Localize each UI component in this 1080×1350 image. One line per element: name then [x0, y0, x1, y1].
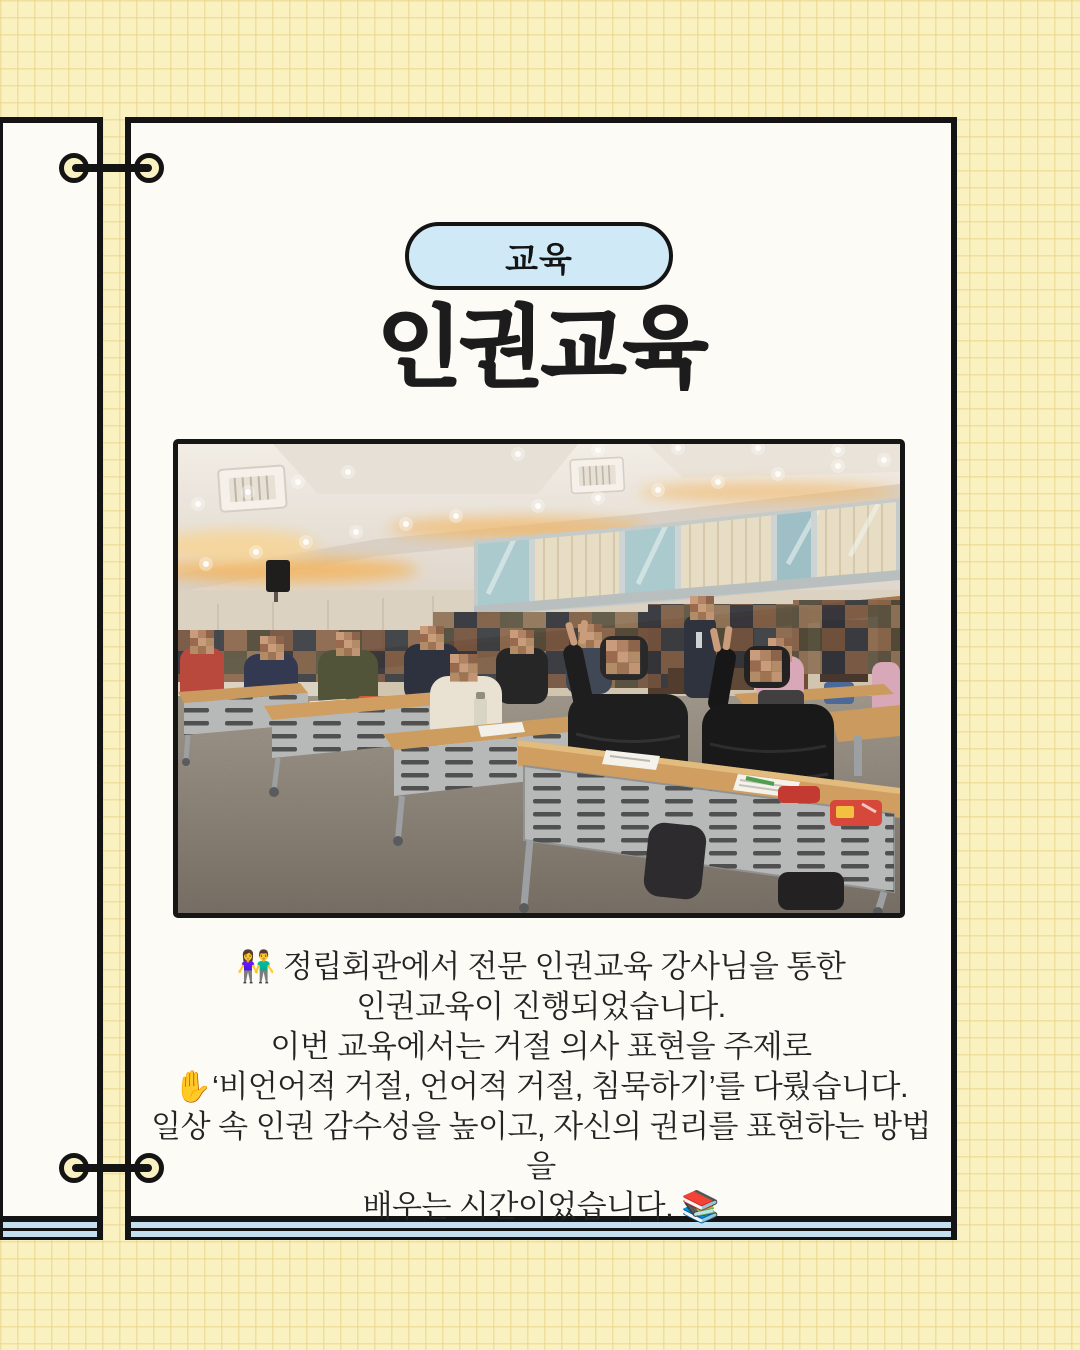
description-line: 배우는 시간이었습니다. 📚	[362, 1189, 720, 1224]
classroom-photo	[173, 439, 905, 918]
description-line: 👫 정립회관에서 전문 인권교육 강사님을 통한	[236, 949, 846, 984]
category-badge	[405, 222, 673, 290]
binder-bar-bottom	[72, 1164, 152, 1172]
description-line: 이번 교육에서는 거절 의사 표현을 주제로	[270, 1029, 812, 1064]
description-line: 일상 속 인권 감수성을 높이고, 자신의 권리를 표현하는 방법을	[151, 1109, 931, 1184]
binder-bar-top	[72, 164, 152, 172]
category-badge-label: 교육	[505, 240, 573, 279]
page-stack-edge-left	[0, 1222, 103, 1240]
previous-page-edge	[0, 117, 103, 1222]
description-line: 인권교육이 진행되었습니다.	[356, 989, 726, 1024]
description-text	[151, 947, 931, 1227]
page-title: 인권교육	[376, 298, 706, 397]
description-line: ✋‘비언어적 거절, 언어적 거절, 침묵하기’를 다뤘습니다.	[173, 1069, 909, 1104]
classroom-photo-illustration	[178, 444, 900, 913]
